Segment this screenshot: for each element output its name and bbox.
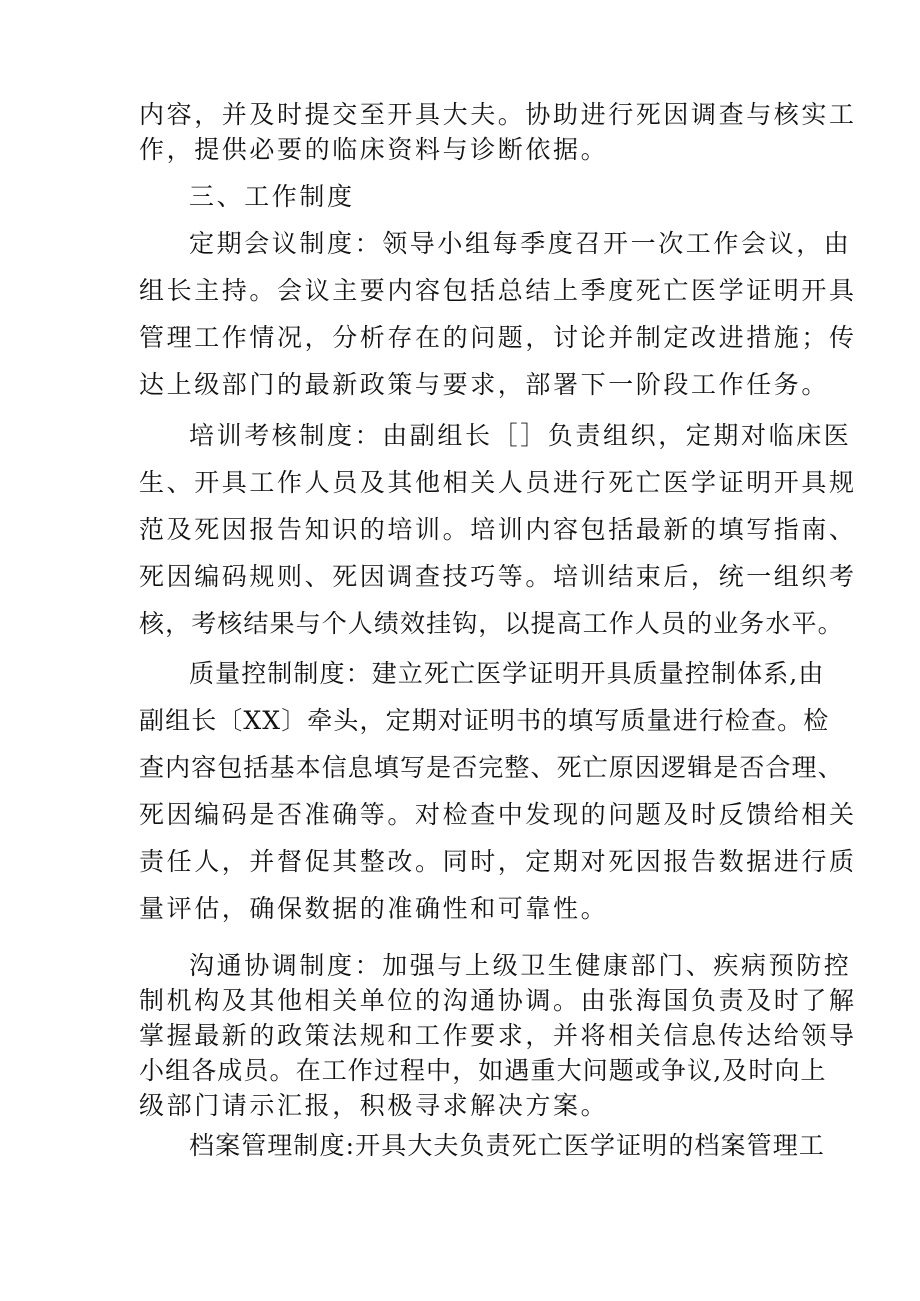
text-line: 生、开具工作人员及其他相关人员进行死亡医学证明开具规: [139, 468, 857, 497]
text-line: 制机构及其他相关单位的沟通协调。由张海国负责及时了解: [139, 986, 857, 1015]
text-line: 达上级部门的最新政策与要求，部署下一阶段工作任务。: [139, 370, 830, 399]
text-line: 责任人，并督促其整改。同时，定期对死因报告数据进行质: [139, 847, 857, 876]
text-line: 范及死因报告知识的培训。培训内容包括最新的填写指南、: [139, 515, 857, 544]
text-line: 小组各成员。在工作过程中，如遇重大问题或争议,及时向上: [139, 1056, 827, 1085]
text-line: 管理工作情况，分析存在的问题，讨论并制定改进措施；传: [139, 323, 857, 352]
paragraph-first-line: 培训考核制度：由副组长［］负责组织，定期对临床医: [189, 421, 852, 450]
section-heading: 三、工作制度: [189, 182, 355, 211]
text-line: 核，考核结果与个人绩效挂钩，以提高工作人员的业务水平。: [139, 609, 844, 638]
text-line: 级部门请示汇报，积极寻求解决方案。: [139, 1091, 609, 1120]
text-line: 作，提供必要的临床资料与诊断依据。: [139, 135, 609, 164]
text-line: 副组长〔XX〕牵头，定期对证明书的填写质量进行检查。检: [139, 706, 830, 735]
text-line: 内容，并及时提交至开具大夫。协助进行死因调查与核实工: [139, 100, 857, 129]
paragraph-first-line: 档案管理制度:开具大夫负责死亡医学证明的档案管理工: [189, 1131, 825, 1160]
paragraph-first-line: 沟通协调制度：加强与上级卫生健康部门、疾病预防控: [189, 951, 852, 980]
text-line: 掌握最新的政策法规和工作要求，并将相关信息传达给领导: [139, 1021, 857, 1050]
text-line: 量评估，确保数据的准确性和可靠性。: [139, 894, 609, 923]
text-line: 查内容包括基本信息填写是否完整、死亡原因逻辑是否合理、: [139, 753, 844, 782]
text-line: 死因编码规则、死因调查技巧等。培训结束后，统一组织考: [139, 562, 857, 591]
text-line: 组长主持。会议主要内容包括总结上季度死亡医学证明开具: [139, 276, 857, 305]
paragraph-first-line: 定期会议制度：领导小组每季度召开一次工作会议，由: [189, 229, 852, 258]
text-line: 死因编码是否准确等。对检查中发现的问题及时反馈给相关: [139, 800, 857, 829]
paragraph-first-line: 质量控制制度：建立死亡医学证明开具质量控制体系,由: [189, 659, 825, 688]
